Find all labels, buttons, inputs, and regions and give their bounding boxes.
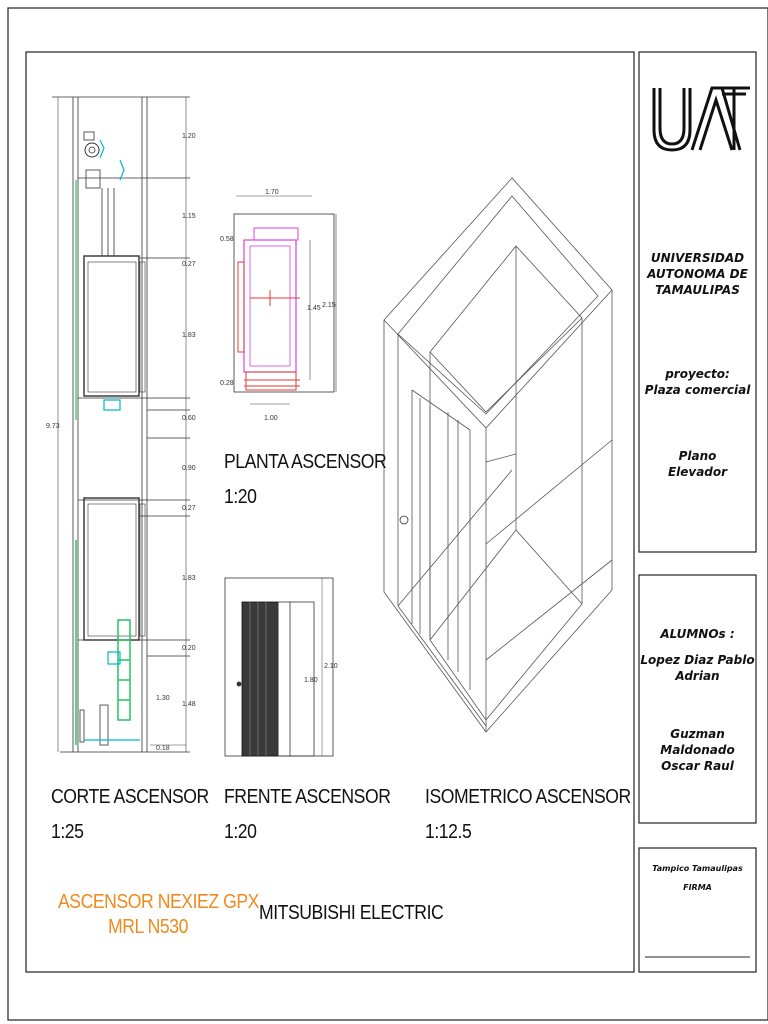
dim-planta-3: 1.45 bbox=[307, 305, 321, 312]
dim-frente-1: 2.10 bbox=[324, 663, 338, 670]
planta-title: PLANTA ASCENSOR bbox=[224, 451, 387, 473]
signature-label: FIRMA bbox=[683, 883, 712, 892]
corte-ascensor-drawing bbox=[52, 97, 190, 752]
dim-planta-1: 1.70 bbox=[265, 189, 279, 196]
project-label: proyecto: bbox=[665, 367, 730, 381]
frente-title: FRENTE ASCENSOR bbox=[224, 786, 391, 808]
planta-dimension-texts bbox=[220, 189, 336, 422]
corte-scale: 1:25 bbox=[51, 821, 84, 843]
plan-label: Plano bbox=[678, 449, 717, 463]
planta-ascensor-drawing bbox=[234, 196, 336, 404]
dim-planta-4: 2.15 bbox=[322, 302, 336, 309]
dim-corte-7: 0.27 bbox=[182, 505, 196, 512]
student-1 bbox=[639, 652, 756, 684]
isometrico-scale: 1:12.5 bbox=[425, 821, 472, 843]
product-brand: MITSUBISHI ELECTRIC bbox=[259, 902, 444, 924]
corte-title: CORTE ASCENSOR bbox=[51, 786, 209, 808]
project-block bbox=[639, 366, 756, 398]
dim-corte-2: 1.15 bbox=[182, 213, 196, 220]
plan-name: Elevador bbox=[667, 465, 728, 479]
student-2-line-2: Oscar Raul bbox=[661, 759, 734, 773]
title-panel-students bbox=[639, 575, 756, 823]
dim-planta-2: 0.58 bbox=[220, 236, 234, 243]
isometrico-ascensor-drawing bbox=[384, 178, 612, 732]
dim-frente-2: 1.80 bbox=[304, 677, 318, 684]
corte-dimension-lines bbox=[58, 97, 186, 752]
dim-corte-11: 1.30 bbox=[156, 695, 170, 702]
student-2 bbox=[639, 726, 756, 774]
dim-corte-6: 0.90 bbox=[182, 465, 196, 472]
dim-corte-10: 1.48 bbox=[182, 701, 196, 708]
student-2-line-1: Guzman Maldonado bbox=[660, 727, 735, 757]
students-label: ALUMNOs : bbox=[660, 627, 735, 641]
isometrico-title: ISOMETRICO ASCENSOR bbox=[425, 786, 631, 808]
dim-corte-8: 1.83 bbox=[182, 575, 196, 582]
uat-logo bbox=[654, 88, 750, 150]
university-line-1: UNIVERSIDAD bbox=[650, 251, 745, 265]
dim-corte-9: 0.20 bbox=[182, 645, 196, 652]
dim-corte-12: 0.18 bbox=[156, 745, 170, 752]
dim-corte-total: 9.73 bbox=[46, 423, 60, 430]
corte-dimension-texts bbox=[46, 133, 196, 752]
plan-block bbox=[639, 448, 756, 480]
student-1-line-2: Adrian bbox=[675, 669, 720, 683]
frente-scale: 1:20 bbox=[224, 821, 257, 843]
university-line-3: TAMAULIPAS bbox=[655, 283, 740, 297]
product-model-line2: MRL N530 bbox=[108, 916, 188, 938]
product-model-line1: ASCENSOR NEXIEZ GPX bbox=[58, 891, 259, 913]
drawing-area-border bbox=[26, 52, 634, 972]
dim-corte-1: 1.20 bbox=[182, 133, 196, 140]
planta-scale: 1:20 bbox=[224, 486, 257, 508]
frente-ascensor-drawing bbox=[225, 578, 333, 756]
dim-planta-5: 0.28 bbox=[220, 380, 234, 387]
university-name bbox=[639, 250, 756, 298]
dim-corte-4: 1.83 bbox=[182, 332, 196, 339]
location-text: Tampico Tamaulipas bbox=[652, 864, 743, 873]
university-line-2: AUTONOMA DE bbox=[647, 267, 748, 281]
dim-corte-3: 0.27 bbox=[182, 261, 196, 268]
dim-planta-6: 1.00 bbox=[264, 415, 278, 422]
project-name: Plaza comercial bbox=[644, 383, 751, 397]
dim-corte-5: 0.60 bbox=[182, 415, 196, 422]
student-1-line-1: Lopez Diaz Pablo bbox=[640, 653, 755, 667]
